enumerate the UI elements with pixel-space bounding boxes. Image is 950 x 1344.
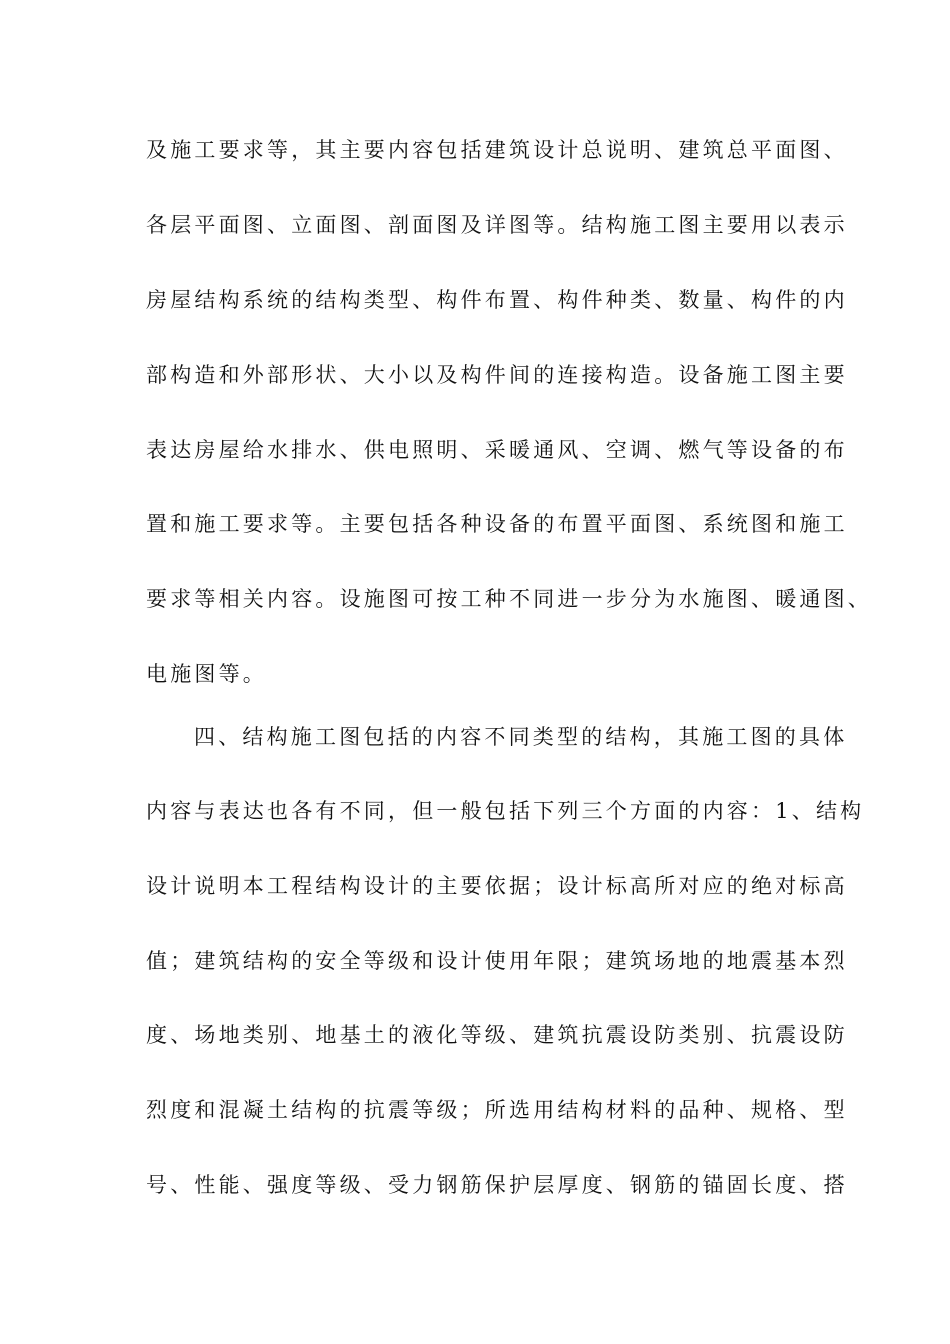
text-line-9: 四、结构施工图包括的内容不同类型的结构，其施工图的具体 [194,725,848,749]
text-line-4: 部构造和外部形状、大小以及构件间的连接构造。设备施工图主要 [146,363,848,387]
text-line-1: 及施工要求等，其主要内容包括建筑设计总说明、建筑总平面图、 [146,138,848,162]
text-line-10: 内容与表达也各有不同，但一般包括下列三个方面的内容：1、结构 [146,799,865,823]
text-line-5: 表达房屋给水排水、供电照明、采暖通风、空调、燃气等设备的布 [146,438,848,462]
text-line-2: 各层平面图、立面图、剖面图及详图等。结构施工图主要用以表示 [146,213,848,237]
text-line-15: 号、性能、强度等级、受力钢筋保护层厚度、钢筋的锚固长度、搭 [146,1173,848,1197]
text-line-3: 房屋结构系统的结构类型、构件布置、构件种类、数量、构件的内 [146,288,848,312]
text-line-8: 电施图等。 [146,662,267,686]
text-line-7: 要求等相关内容。设施图可按工种不同进一步分为水施图、暖通图、 [146,587,872,611]
text-line-12: 值；建筑结构的安全等级和设计使用年限；建筑场地的地震基本烈 [146,949,848,973]
text-line-13: 度、场地类别、地基土的液化等级、建筑抗震设防类别、抗震设防 [146,1023,848,1047]
text-line-11: 设计说明本工程结构设计的主要依据；设计标高所对应的绝对标高 [146,874,848,898]
text-line-14: 烈度和混凝土结构的抗震等级；所选用结构材料的品种、规格、型 [146,1098,848,1122]
text-line-6: 置和施工要求等。主要包括各种设备的布置平面图、系统图和施工 [146,512,848,536]
